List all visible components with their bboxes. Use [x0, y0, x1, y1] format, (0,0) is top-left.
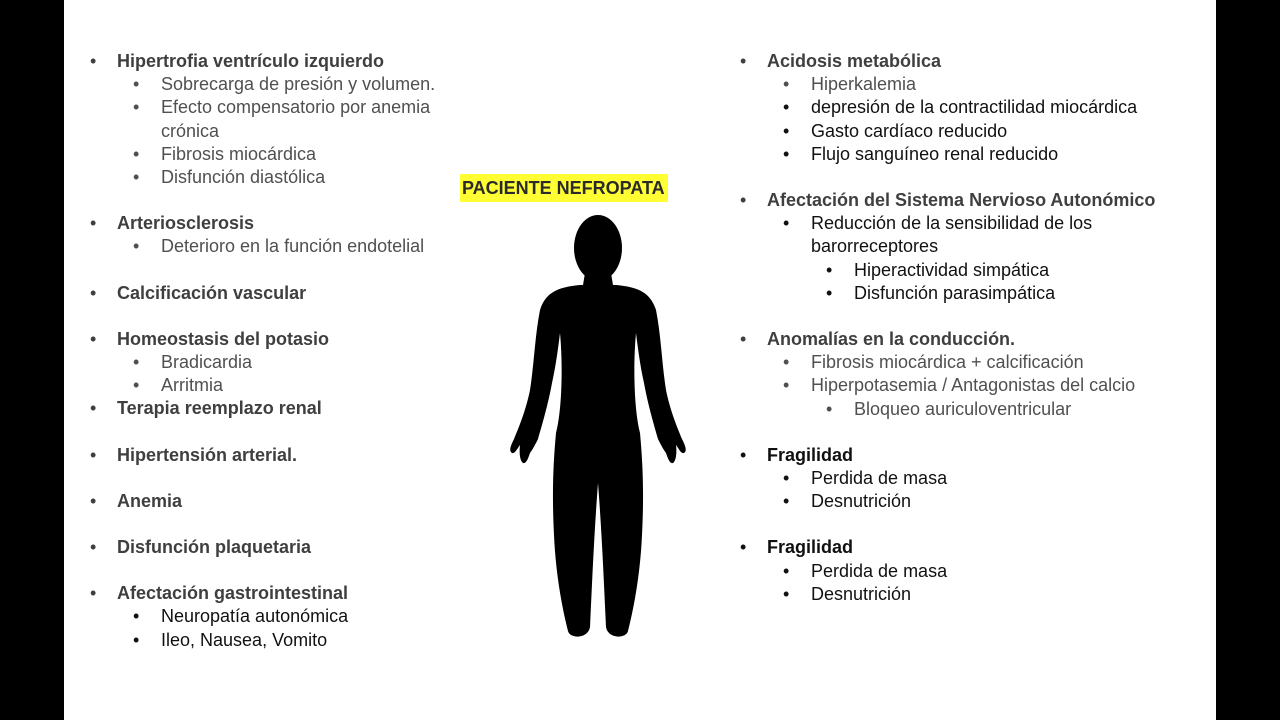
topic-arteriosclerosis: • Arteriosclerosis	[64, 212, 484, 235]
slide-title: PACIENTE NEFROPATA	[460, 174, 668, 202]
topic-gastrointestinal: • Afectación gastrointestinal	[64, 582, 484, 605]
subtopic: • Bradicardia	[64, 351, 484, 374]
right-column	[714, 50, 1214, 606]
subtopic: • Desnutrición	[714, 490, 1214, 513]
left-column	[64, 50, 484, 652]
subsubtopic: • Bloqueo auriculoventricular	[714, 398, 1214, 421]
topic-acidosis: • Acidosis metabólica	[714, 50, 1214, 73]
subtopic: • Perdida de masa	[714, 467, 1214, 490]
subtopic: • Efecto compensatorio por anemia crónica	[64, 96, 461, 142]
human-silhouette-icon	[508, 215, 688, 640]
subsubtopic: • Hiperactividad simpática	[714, 259, 1214, 282]
subtopic: • Fibrosis miocárdica	[64, 143, 484, 166]
subtopic: • depresión de la contractilidad miocárdica	[714, 96, 1214, 119]
subtopic: • Perdida de masa	[714, 560, 1214, 583]
topic-calcificacion: • Calcificación vascular	[64, 282, 484, 305]
topic-potasio: • Homeostasis del potasio	[64, 328, 484, 351]
subtopic: • Hiperpotasemia / Antagonistas del calcio	[714, 374, 1214, 397]
topic-terapia-renal: • Terapia reemplazo renal	[64, 397, 484, 420]
subsubtopic: • Disfunción parasimpática	[714, 282, 1214, 305]
subtopic: • Arritmia	[64, 374, 484, 397]
topic-fragilidad: • Fragilidad	[714, 444, 1214, 467]
subtopic: • Desnutrición	[714, 583, 1214, 606]
slide	[64, 0, 1216, 720]
topic-fragilidad-2: • Fragilidad	[714, 536, 1214, 559]
subtopic: • Flujo sanguíneo renal reducido	[714, 143, 1214, 166]
topic-anemia: • Anemia	[64, 490, 484, 513]
topic-plaquetaria: • Disfunción plaquetaria	[64, 536, 484, 559]
subtopic: • Disfunción diastólica	[64, 166, 484, 189]
subtopic: • Fibrosis miocárdica + calcificación	[714, 351, 1214, 374]
subtopic: • Deterioro en la función endotelial	[64, 235, 484, 258]
topic-sistema-nervioso: • Afectación del Sistema Nervioso Autonómico	[714, 189, 1214, 212]
topic-hipertension: • Hipertensión arterial.	[64, 444, 484, 467]
subtopic: • Sobrecarga de presión y volumen.	[64, 73, 484, 96]
subtopic: • Ileo, Nausea, Vomito	[64, 629, 484, 652]
subtopic: • Hiperkalemia	[714, 73, 1214, 96]
subtopic: • Reducción de la sensibilidad de los barorreceptores	[714, 212, 1111, 258]
topic-conduccion: • Anomalías en la conducción.	[714, 328, 1214, 351]
subtopic: • Neuropatía autonómica	[64, 605, 484, 628]
subtopic: • Gasto cardíaco reducido	[714, 120, 1214, 143]
topic-hipertrofia: • Hipertrofia ventrículo izquierdo	[64, 50, 484, 73]
